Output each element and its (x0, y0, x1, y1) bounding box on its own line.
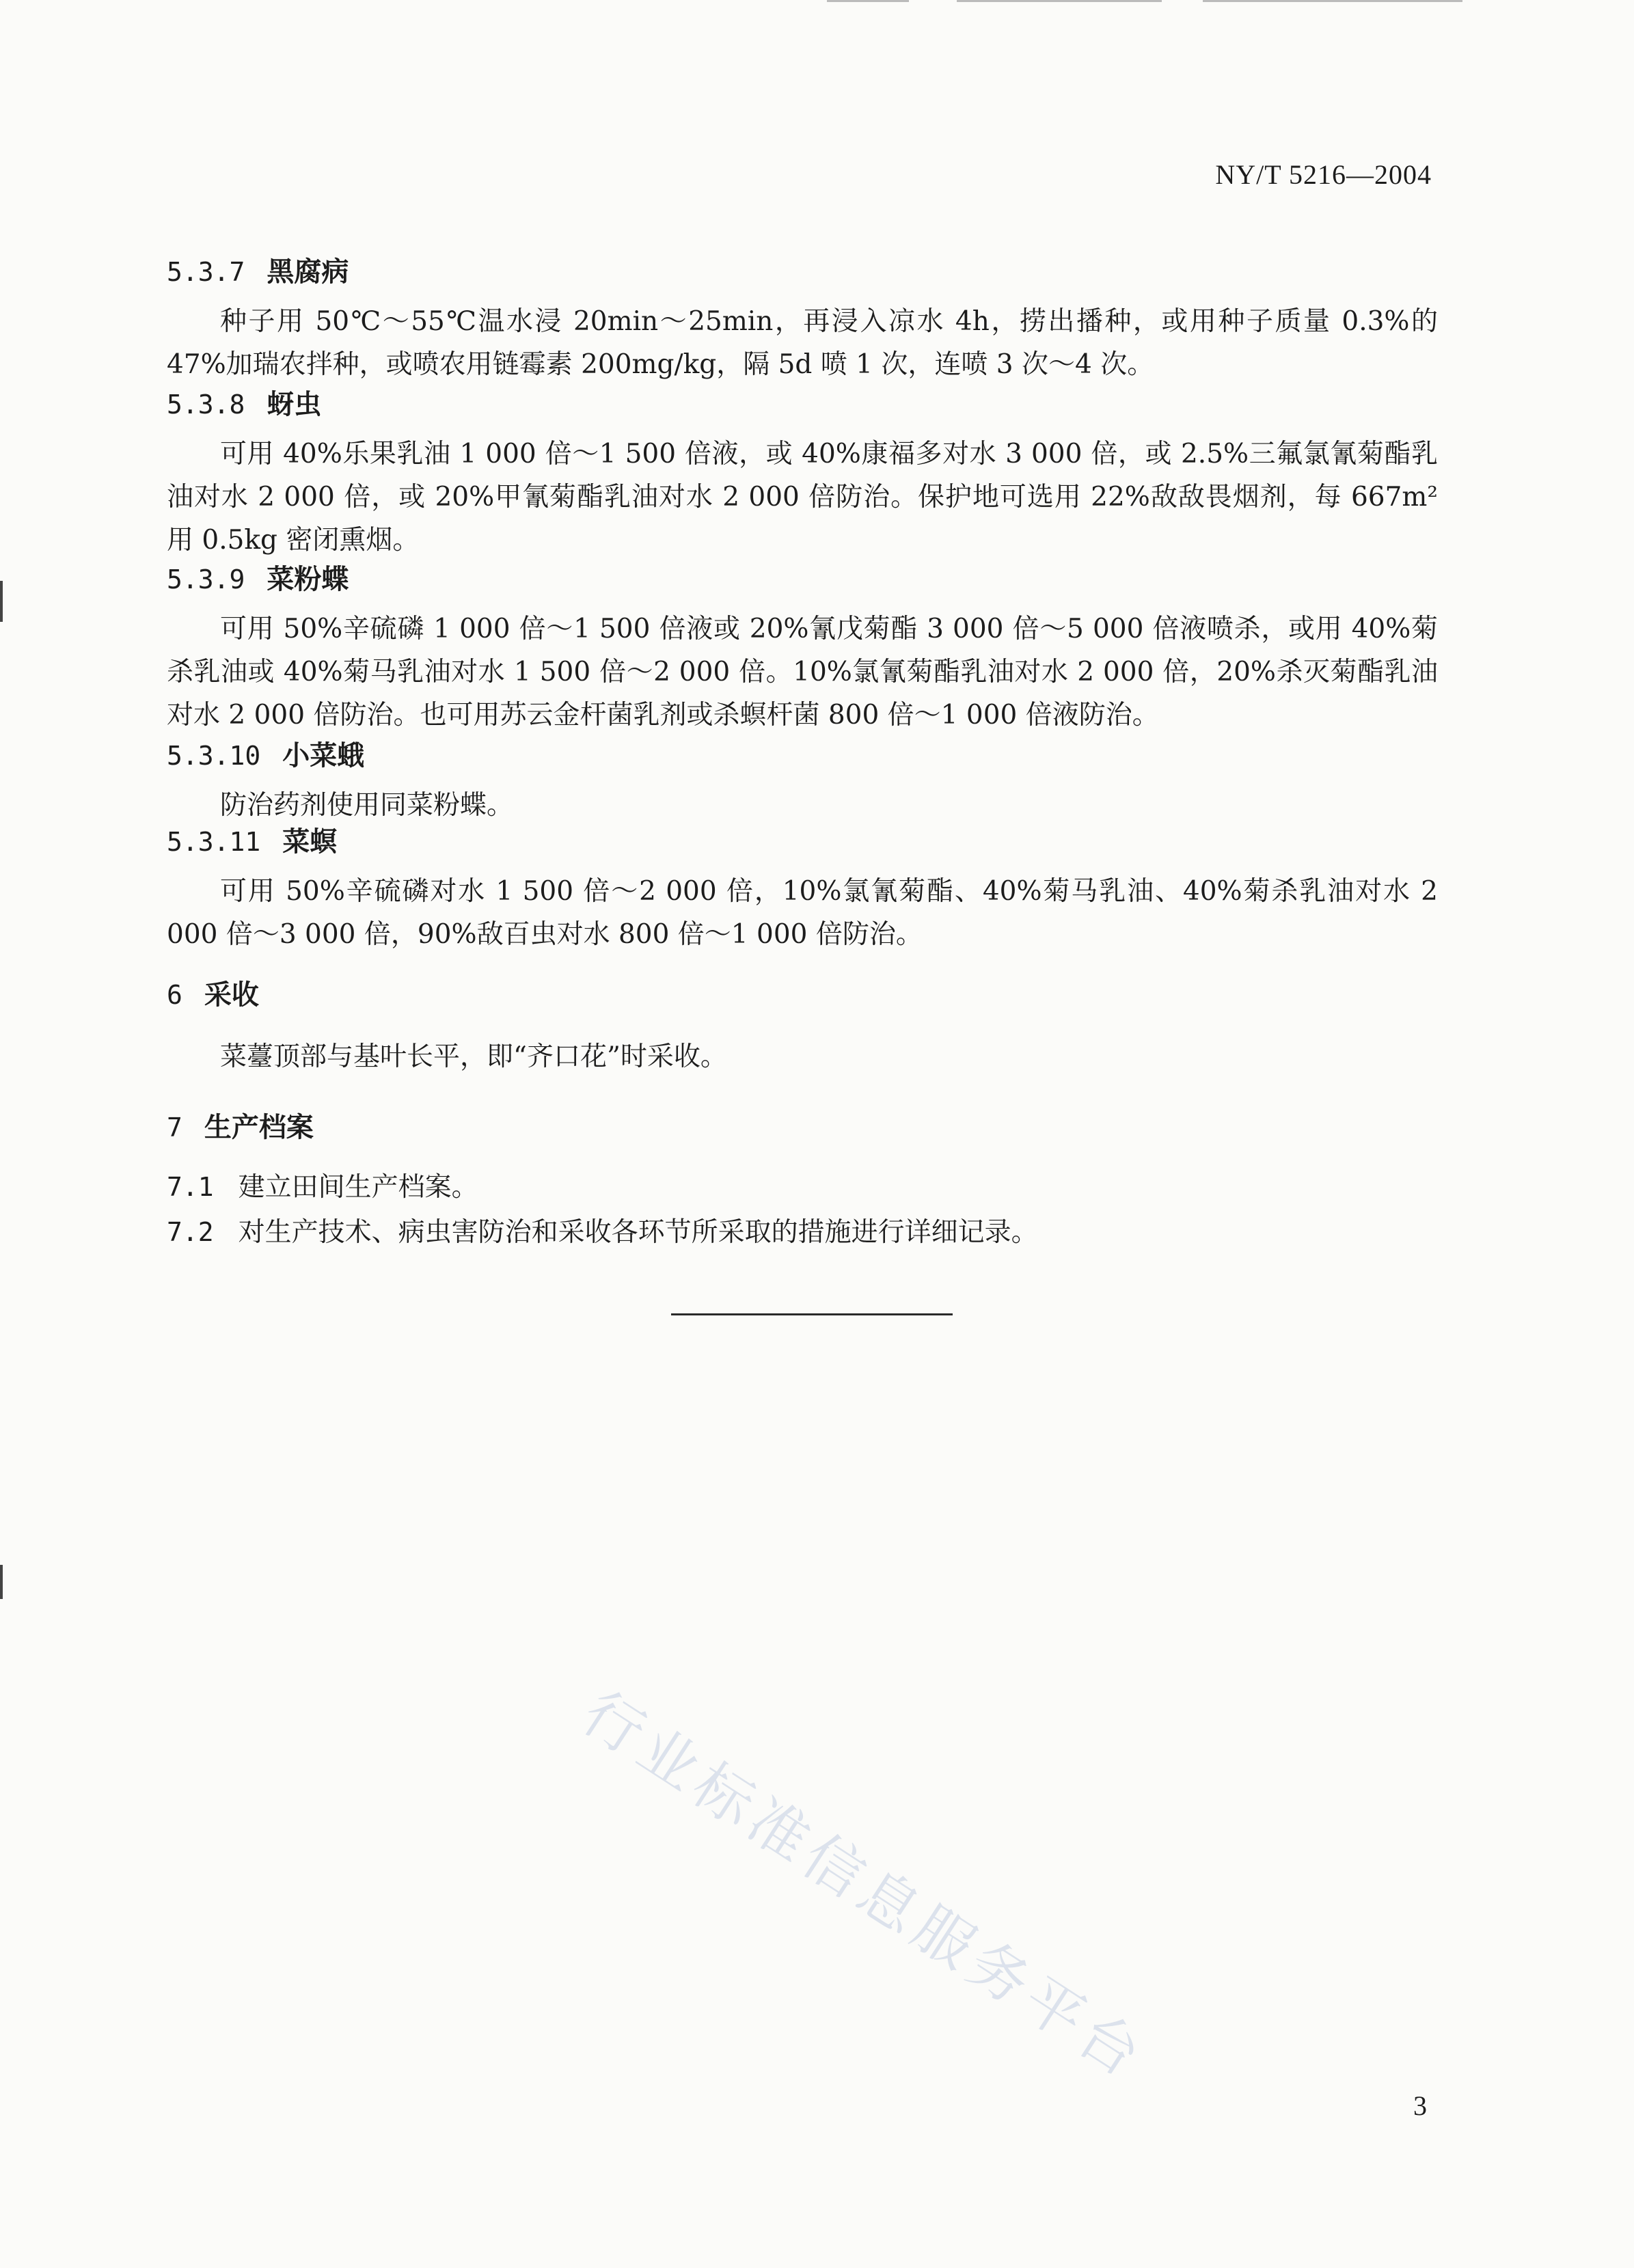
section-5-3-7 (167, 250, 1438, 386)
item-text: 建立田间生产档案。 (238, 1172, 478, 1203)
end-rule (671, 1313, 953, 1315)
section-heading (167, 734, 1438, 773)
section-number: 5.3.8 (167, 390, 245, 420)
section-number: 5.3.11 (167, 827, 261, 857)
list-item-7-1 (167, 1166, 1438, 1204)
section-heading (167, 250, 1438, 289)
chapter-7 (167, 1106, 1438, 1145)
watermark: 行业标准信息服务平台 (570, 1678, 1158, 2094)
section-title: 菜螟 (282, 826, 338, 858)
chapter-title: 生产档案 (204, 1112, 314, 1143)
section-5-3-10 (167, 734, 1438, 827)
scan-artifact (957, 0, 1162, 2)
section-title: 黑腐病 (267, 256, 349, 288)
chapter-number: 7 (167, 1112, 182, 1143)
chapter-title: 采收 (204, 979, 259, 1011)
list-item-7-2 (167, 1211, 1438, 1249)
section-number: 5.3.7 (167, 257, 245, 287)
chapter-heading (167, 973, 1438, 1012)
section-5-3-11 (167, 820, 1438, 956)
section-number: 5.3.10 (167, 741, 261, 771)
section-body: 可用 50%辛硫磷对水 1 500 倍～2 000 倍，10%氯氰菊酯、40%菊马乳油、40%菊杀乳油对水 2 000 倍～3 000 倍，90%敌百虫对水 800 倍～1 000 倍防治。 (167, 876, 1438, 950)
chapter-number: 6 (167, 980, 182, 1010)
page-number: 3 (1413, 2090, 1427, 2121)
section-number: 5.3.9 (167, 564, 245, 595)
item-number: 7.1 (167, 1172, 214, 1202)
item-number: 7.2 (167, 1217, 214, 1247)
section-heading (167, 820, 1438, 859)
section-title: 小菜蛾 (282, 740, 365, 771)
chapter-heading (167, 1106, 1438, 1145)
item-text: 对生产技术、病虫害防治和采收各环节所采取的措施进行详细记录。 (238, 1217, 1038, 1248)
section-body: 防治药剂使用同菜粉蝶。 (220, 790, 514, 821)
chapter-6 (167, 973, 1438, 1078)
standard-code: NY/T 5216—2004 (1215, 159, 1432, 190)
scan-artifact (827, 0, 909, 2)
section-title: 菜粉蝶 (267, 564, 349, 595)
section-heading (167, 558, 1438, 597)
scan-artifact (0, 1565, 3, 1599)
section-title: 蚜虫 (267, 389, 322, 420)
section-5-3-8 (167, 383, 1438, 562)
section-body: 可用 50%辛硫磷 1 000 倍～1 500 倍液或 20%氰戊菊酯 3 000 倍～5 000 倍液喷杀，或用 40%菊杀乳油或 40%菊马乳油对水 1 500 倍～2 000 倍。10%氯氰菊酯乳油对水 2 000 倍，20%杀灭菊酯乳油对水 2 000 倍防治。也可用苏云金杆菌乳剂或杀螟杆菌 800 倍～1 000 倍液防治。 (167, 614, 1438, 730)
section-heading (167, 383, 1438, 422)
section-body: 可用 40%乐果乳油 1 000 倍～1 500 倍液，或 40%康福多对水 3 000 倍，或 2.5%三氟氯氰菊酯乳油对水 2 000 倍，或 20%甲氰菊酯乳油对水 2 000 倍防治。保护地可选用 22%敌敌畏烟剂，每 667m² 用 0.5kg 密闭熏烟。 (167, 439, 1438, 556)
section-body: 种子用 50℃～55℃温水浸 20min～25min，再浸入凉水 4h，捞出播种，或用种子质量 0.3%的 47%加瑞农拌种，或喷农用链霉素 200mg/kg，隔 5d 喷 1 次，连喷 3 次～4 次。 (167, 306, 1438, 380)
section-5-3-9 (167, 558, 1438, 737)
chapter-body: 菜薹顶部与基叶长平，即“齐口花”时采收。 (220, 1041, 727, 1072)
scan-artifact (0, 581, 3, 622)
scan-artifact (1203, 0, 1462, 2)
